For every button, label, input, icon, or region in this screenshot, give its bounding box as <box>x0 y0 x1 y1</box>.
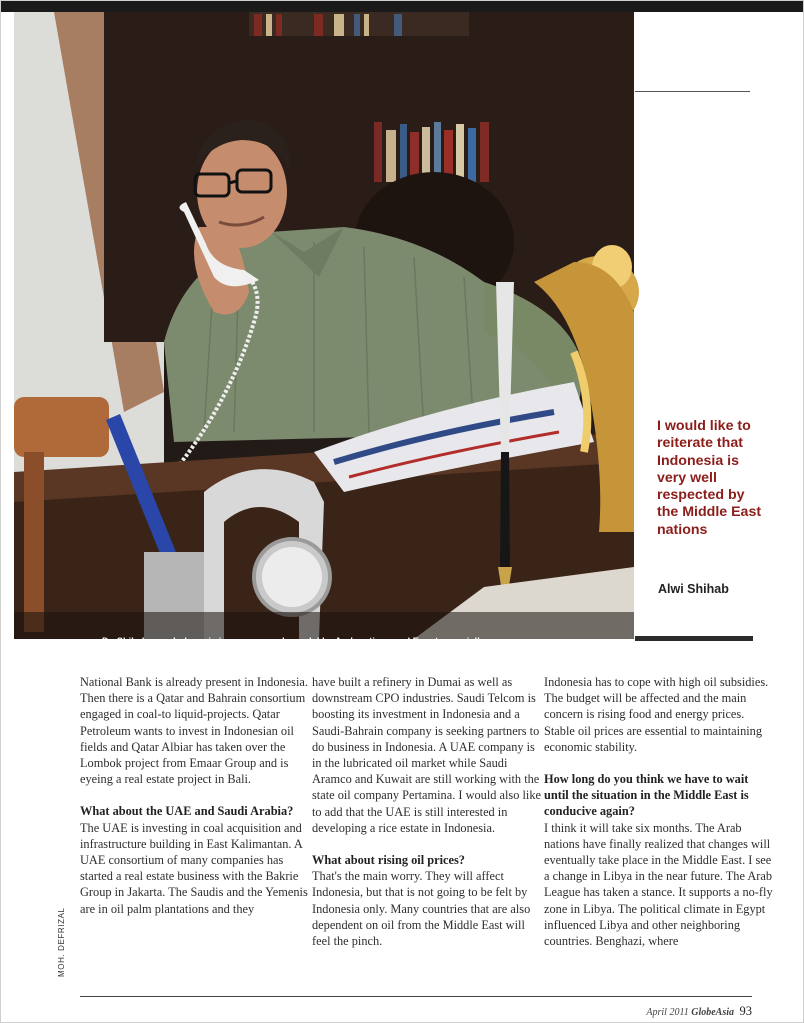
paragraph: have built a refinery in Dumai as well as downstream CPO industries. Saudi Telcom is boosting its investment in Indonesia and a Saudi-Bahrain company is seeking partners to do business in Indonesia. A UAE company is in the lubricated oil market while Saudi Aramco and Kuwait are still working with the state oil company Pertamina. I would also like to add that the UAE is still interested in developing a rice estate in Indonesia. <box>312 675 541 835</box>
article-column-2 <box>312 674 544 949</box>
article-column-3 <box>544 674 774 949</box>
paragraph: Indonesia has to cope with high oil subsidies. The budget will be affected and the main concern is rising food and energy prices. Stable oil prices are essential to maintaining economic stability. <box>544 675 769 754</box>
paragraph: I think it will take six months. The Arab nations have finally realized that changes will eventually take place in the Middle East. I see a change in Libya in the near future. The Arab League has taken a stance. It supports a no-fly zone in Libya. The political climate in Egypt influenced Libya and other neighboring countries. Benghazi, where <box>544 820 773 949</box>
office-photo-illustration <box>14 12 634 639</box>
interview-question: What about the UAE and Saudi Arabia? <box>80 804 294 819</box>
article-photo <box>14 12 634 646</box>
page-footer <box>646 1004 752 1019</box>
pull-quote: I would like to reiterate that Indonesia is very well respected by the Middle East nations <box>657 418 762 538</box>
page-number: 93 <box>739 1004 752 1018</box>
sidebar-top-rule <box>635 91 750 92</box>
footer-rule <box>80 996 752 997</box>
interview-question: What about rising oil prices? <box>312 853 465 868</box>
magazine-brand: GlobeAsia <box>691 1007 734 1018</box>
issue-date: April 2011 <box>646 1007 689 1018</box>
interview-question: How long do you think we have to wait until the situation in the Middle East is conducive again? <box>544 772 749 819</box>
paragraph: The UAE is investing in coal acquisition and infrastructure building in East Kalimantan. A UAE consortium of many companies has started a real estate business with the Bakrie Group in Jakarta. The Saudis and the Yemenis are in oil palm plantations and they <box>80 820 308 916</box>
scan-top-edge <box>0 0 804 12</box>
paragraph: That's the main worry. They will affect Indonesia, but that is not going to be felt by Indonesia only. Many countries that are also dependent on oil from the Middle East will feel the pinch. <box>312 869 531 949</box>
photo-credit: MOH. DEFRIZAL <box>57 907 66 977</box>
paragraph: National Bank is already present in Indonesia. Then there is a Qatar and Bahrain consortium engaged in coal-to liquid-projects. Qatar Petroleum wants to invest in Indonesian oil fields and Qatar Albiar has taken over the Lombok project from Emaar Group and is eyeing a real estate project in Bali. <box>80 675 308 787</box>
sidebar-bottom-rule <box>635 636 753 641</box>
article-column-1 <box>80 674 312 917</box>
photo-caption: Dr. Shihab says Indonesia is seen as a role model by Arab nations and Egypt especially. <box>102 636 487 646</box>
pull-quote-author: Alwi Shihab <box>658 582 729 596</box>
